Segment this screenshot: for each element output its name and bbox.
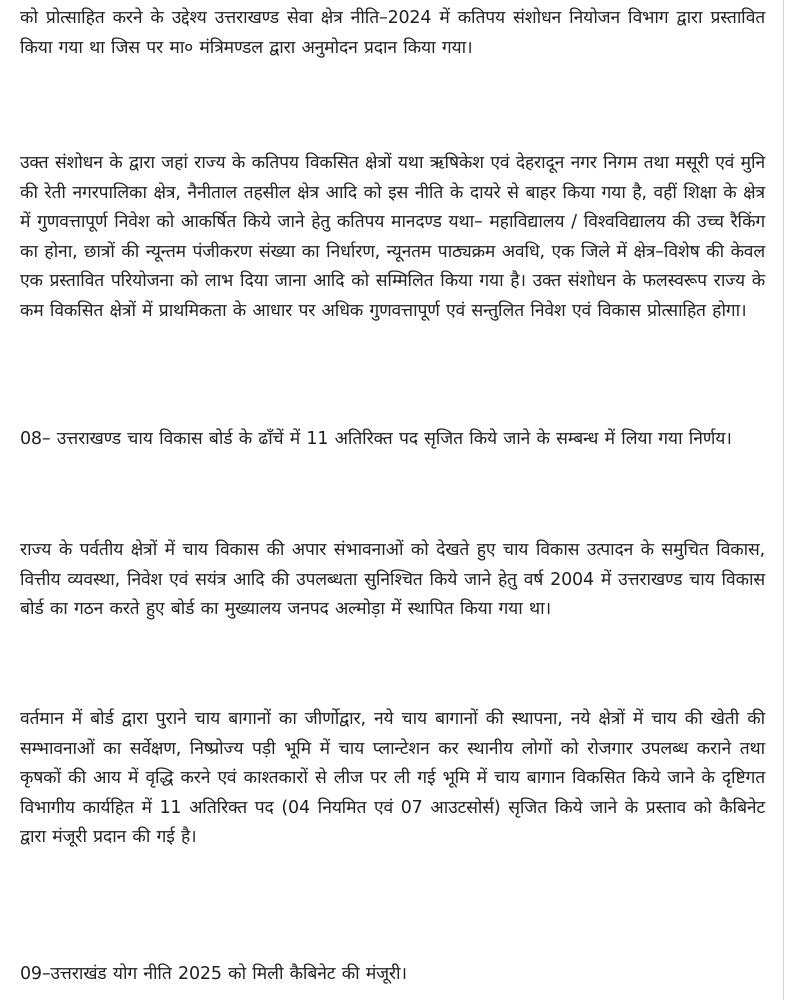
paragraph-service-sector-policy-amendment: को प्रोत्साहित करने के उद्देश्य उत्तराखण्ड सेवा क्षेत्र नीति–2024 में कतिपय संशोधन नियोजन विभाग द्वारा प्रस्तावित किया गया था जिस पर मा० मंत्रिमण्डल द्वारा अनुमोदन प्रदान किया गया। [20,8,765,58]
heading-item-09-yoga-policy: 09–उत्तराखंड योग नीति 2025 को मिली कैबिनेट की मंजूरी। [20,964,407,984]
heading-item-08-tea-board-posts: 08– उत्तराखण्ड चाय विकास बोर्ड के ढाँचें में 11 अतिरिक्त पद सृजित किये जाने के सम्बन्ध में लिया गया निर्णय। [20,429,732,449]
paragraph-amendment-details: उक्त संशोधन के द्वारा जहां राज्य के कतिपय विकसित क्षेत्रों यथा ऋषिकेश एवं देहरादून नगर निगम तथा मसूरी एवं मुनि की रेती नगरपालिका क्षेत्र, नैनीताल तहसील क्षेत्र आदि को इस नीति के दायरे से बाहर किया गया है, वहीं शिक्षा के क्षेत्र में गुणवत्तापूर्ण निवेश को आकर्षित किये जाने हेतु कतिपय मानदण्ड यथा– महाविद्यालय / विश्वविद्यालय की उच्च रैकिंग का होना, छात्रों की न्यून्तम पंजीकरण संख्या का निर्धारण, न्यूनतम पाठ्यक्रम अवधि, एक जिले में क्षेत्र–विशेष की केवल एक प्रस्तावित परियोजना को लाभ दिया जाना आदि को सम्मिलित किया गया है। उक्त संशोधन के फलस्वरूप राज्य के कम विकसित क्षेत्रों में प्राथमिकता के आधार पर अधिक गुणवत्तापूर्ण एवं सन्तुलित निवेश एवं विकास प्रोत्साहित होगा। [20,153,765,321]
paragraph-tea-board-posts-approval: वर्तमान में बोर्ड द्वारा पुराने चाय बागानों का जीर्णोद्वार, नये चाय बागानों की स्थापना, नये क्षेत्रों में चाय की खेती की सम्भावनाओं का सर्वेक्षण, निष्प्रोज्य पड़ी भूमि में चाय प्लान्टेशन कर स्थानीय लोगों को रोजगार उपलब्ध कराने तथा कृषकों की आय में वृद्धि करने एवं काश्तकारों से लीज पर ली गई भूमि में चाय बागान विकसित किये जाने के दृष्टिगत विभागीय कार्यहित में 11 अतिरिक्त पद (04 नियमित एवं 07 आउटसोर्स) सृजित किये जाने के प्रस्ताव को कैबिनेट द्वारा मंजूरी प्रदान की गई है। [20,709,765,847]
page-edge-divider [783,0,784,1000]
paragraph-tea-board-background: राज्य के पर्वतीय क्षेत्रों में चाय विकास की अपार संभावनाओं को देखते हुए चाय विकास उत्पादन के समुचित विकास, वित्तीय व्यवस्था, निवेश एवं सयंत्र आदि की उपलब्धता सुनिश्चित किये जाने हेतु वर्ष 2004 में उत्तराखण्ड चाय विकास बोर्ड का गठन करते हुए बोर्ड का मुख्यालय जनपद अल्मोड़ा में स्थापित किया गया था। [20,540,765,619]
